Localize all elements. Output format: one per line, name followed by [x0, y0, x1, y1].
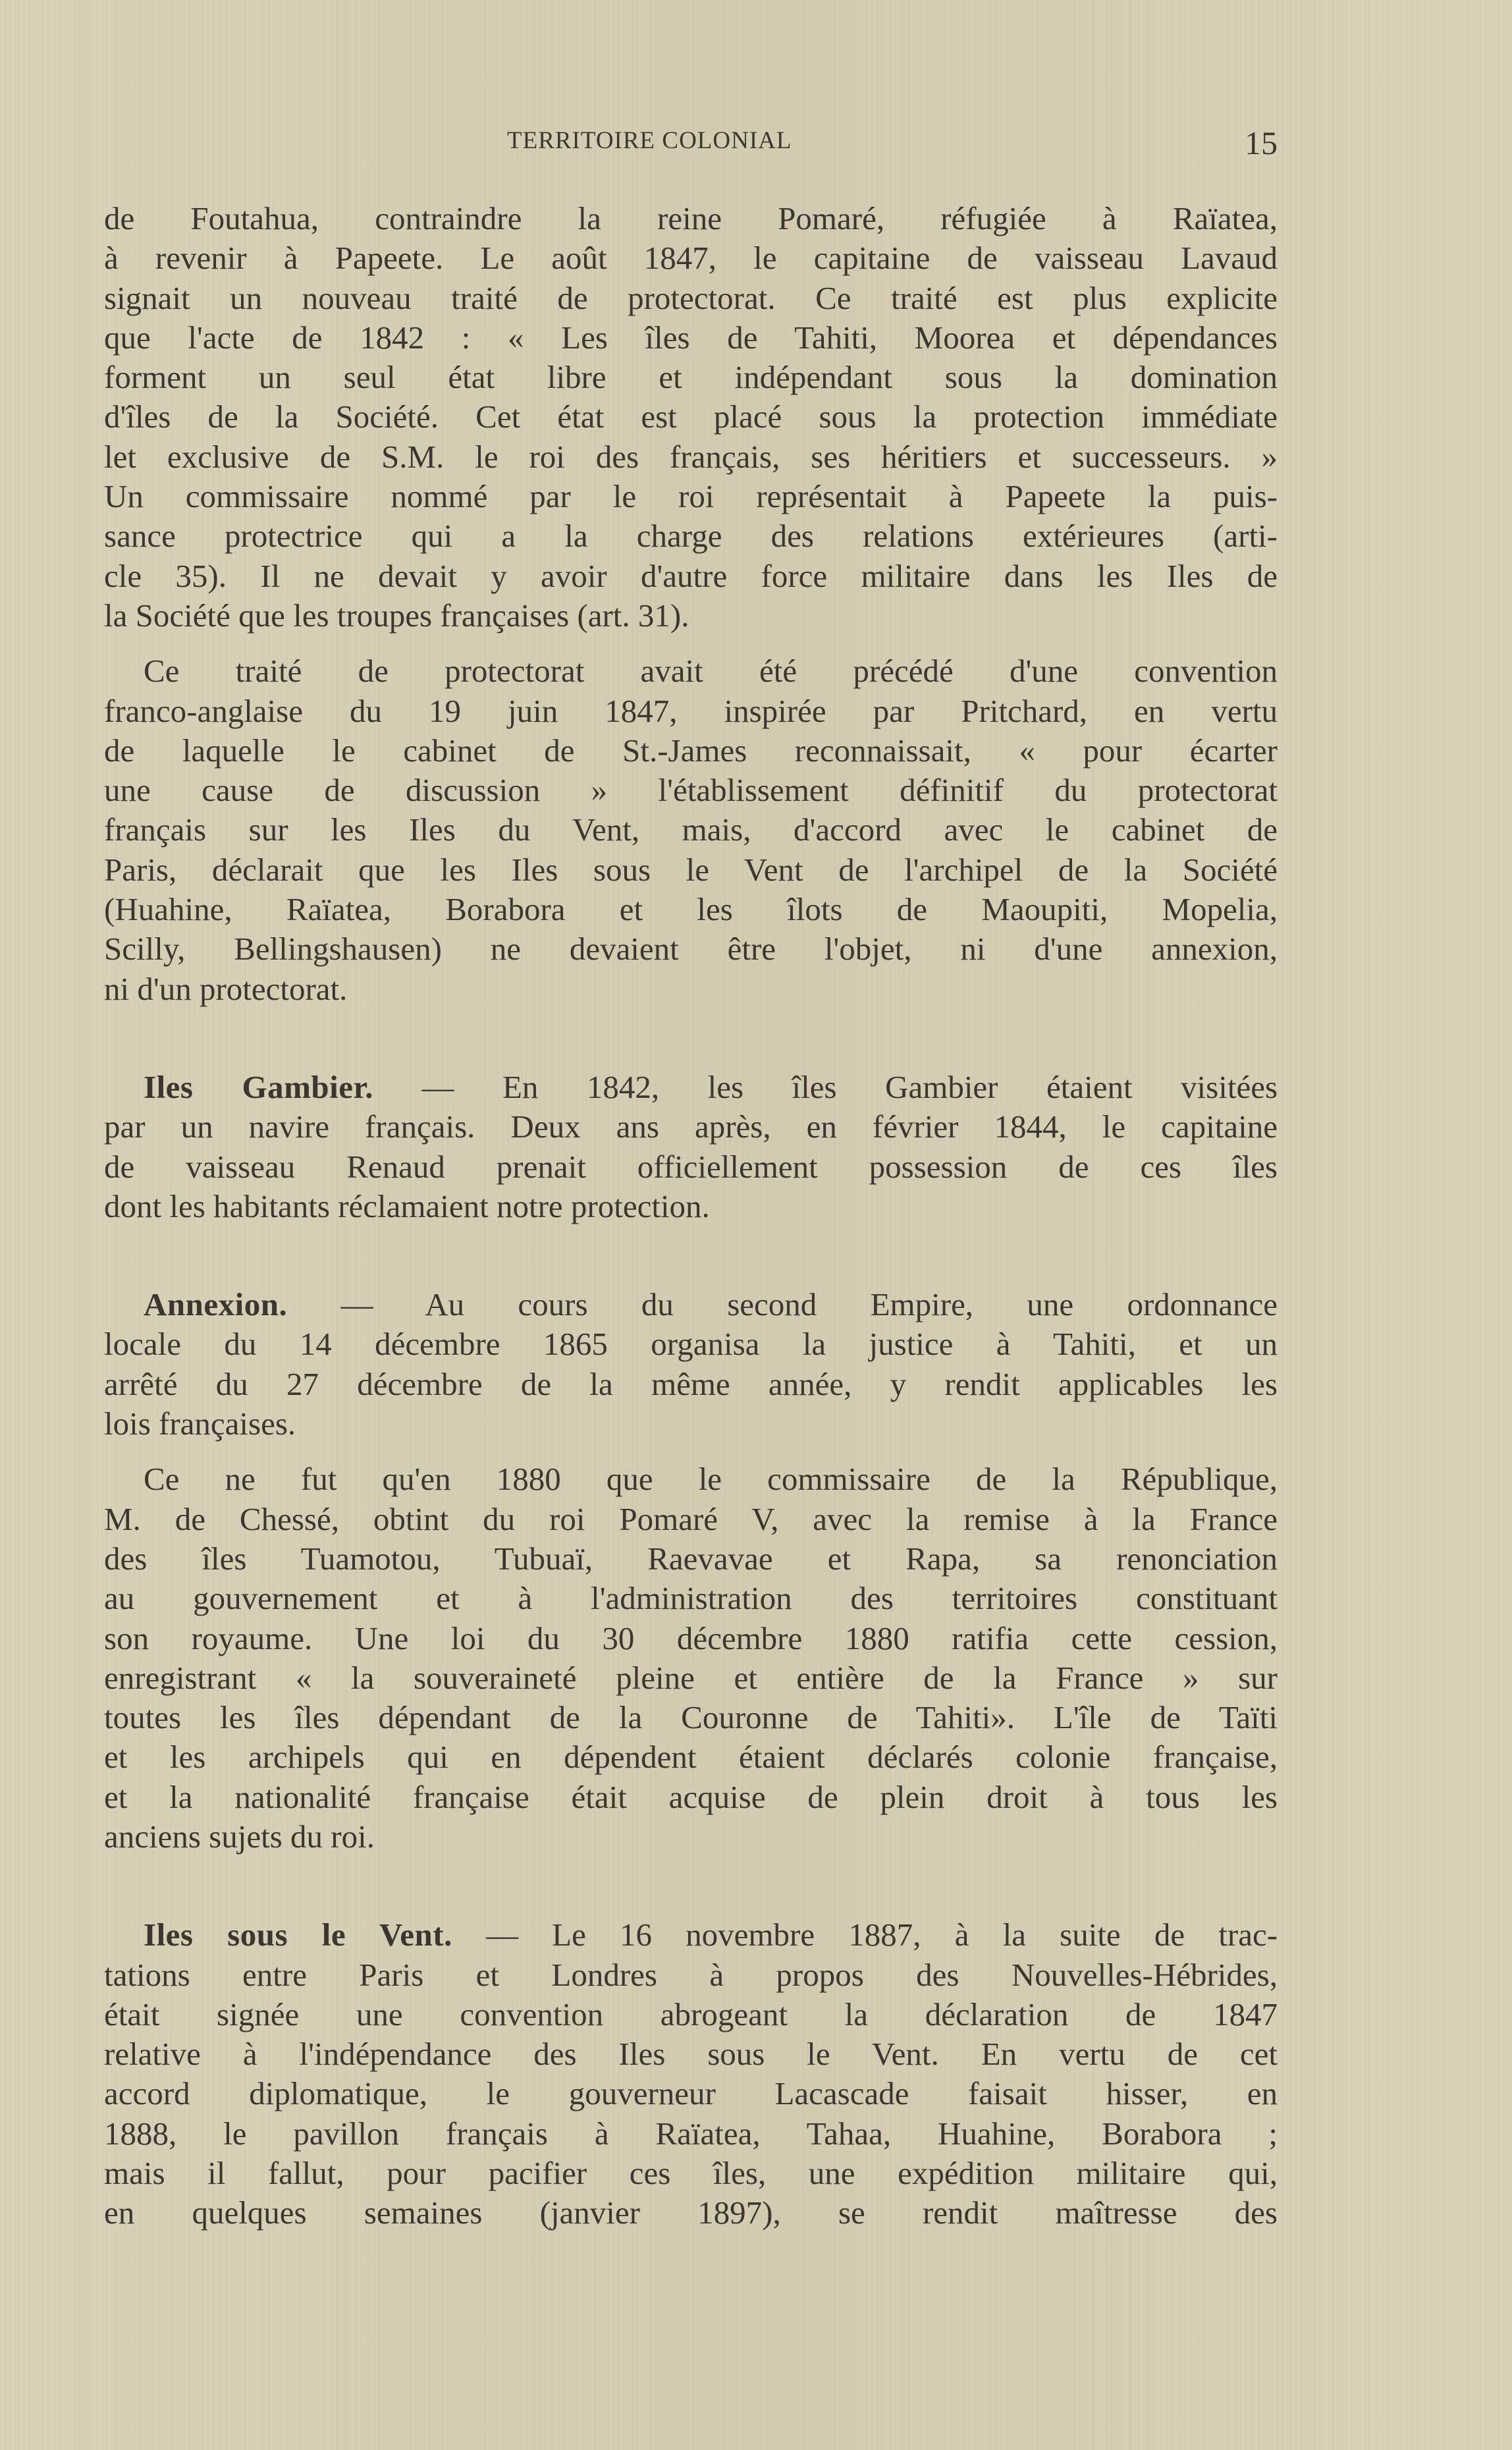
text-line: Paris, déclarait que les Iles sous le Vent de l'archipel de la Société — [104, 851, 1278, 888]
text-run: En 1842, les îles Gambier étaient visitées — [502, 1068, 1278, 1105]
text-line: la Société que les troupes françaises (art. 31). — [104, 597, 689, 634]
text-line: Scilly, Bellingshausen) ne devaient être l'objet, ni d'une annexion, — [104, 931, 1278, 967]
text-line: 1888, le pavillon français à Raïatea, Tahaa, Huahine, Borabora ; — [104, 2115, 1278, 2152]
text-line: lois françaises. — [104, 1405, 296, 1442]
text-line: mais il fallut, pour pacifier ces îles, une expédition militaire qui, — [104, 2155, 1278, 2192]
text-line: (Huahine, Raïatea, Borabora et les îlots de Maoupiti, Mopelia, — [104, 891, 1278, 928]
text-line: M. de Chessé, obtint du roi Pomaré V, avec la remise à la France — [104, 1500, 1278, 1537]
em-dash: — — [486, 1917, 518, 1953]
em-dash: — — [340, 1286, 373, 1323]
section-annexion — [104, 1285, 1278, 1444]
text-line: de Foutahua, contraindre la reine Pomaré, réfugiée à Raïatea, — [104, 200, 1278, 236]
section-spacer — [104, 1857, 1278, 1915]
paragraph-cession-1880 — [104, 1459, 1278, 1857]
text-run: Le 16 novembre 1887, à la suite de trac- — [552, 1917, 1278, 1953]
text-line: forment un seul état libre et indépendant sous la domination — [104, 359, 1278, 396]
section-iles-sous-le-vent — [104, 1915, 1278, 2233]
running-title: TERRITOIRE COLONIAL — [507, 127, 792, 154]
text-line: franco-anglaise du 19 juin 1847, inspirée par Pritchard, en vertu — [104, 692, 1278, 729]
text-line: d'îles de la Société. Cet état est placé sous la protection immédiate — [104, 398, 1278, 435]
text-line: et les archipels qui en dépendent étaient déclarés colonie française, — [104, 1739, 1278, 1776]
page-number: 15 — [1245, 124, 1278, 161]
running-head — [104, 126, 1278, 166]
section-heading: Iles sous le Vent. — [144, 1917, 452, 1953]
text-line: tations entre Paris et Londres à propos des Nouvelles-Hébrides, — [104, 1956, 1278, 1993]
text-line — [104, 1068, 1278, 1107]
paragraph-spacer — [104, 636, 1278, 651]
text-line: arrêté du 27 décembre de la même année, y rendit applicables les — [104, 1365, 1278, 1402]
text-line: anciens sujets du roi. — [104, 1818, 375, 1855]
text-line: enregistrant « la souveraineté pleine et entière de la France » sur — [104, 1659, 1278, 1696]
text-line: Ce traité de protectorat avait été précédé d'une convention — [144, 653, 1278, 690]
text-line: cle 35). Il ne devait y avoir d'autre force militaire dans les Iles de — [104, 557, 1278, 594]
text-line: relative à l'indépendance des Iles sous le Vent. En vertu de cet — [104, 2036, 1278, 2073]
text-line: sance protectrice qui a la charge des relations extérieures (arti- — [104, 518, 1278, 555]
text-line: à revenir à Papeete. Le août 1847, le capitaine de vaisseau Lavaud — [104, 240, 1278, 277]
text-line: par un navire français. Deux ans après, en février 1844, le capitaine — [104, 1108, 1278, 1145]
section-spacer — [104, 1226, 1278, 1285]
paragraph-protectorat-1847 — [104, 199, 1278, 636]
text-line: en quelques semaines (janvier 1897), se rendit maîtresse des — [104, 2194, 1278, 2231]
text-line: des îles Tuamotou, Tubuaï, Raevavae et Rapa, sa renonciation — [104, 1540, 1278, 1577]
text-line: locale du 14 décembre 1865 organisa la justice à Tahiti, et un — [104, 1326, 1278, 1363]
text-line: toutes les îles dépendant de la Couronne de Tahiti». L'île de Taïti — [104, 1699, 1278, 1736]
text-line: de vaisseau Renaud prenait officiellement possession de ces îles — [104, 1148, 1278, 1185]
em-dash: — — [421, 1068, 454, 1105]
text-line: ni d'un protectorat. — [104, 970, 348, 1007]
text-line — [104, 1915, 1278, 1955]
paragraph-spacer — [104, 1444, 1278, 1459]
text-line: français sur les Iles du Vent, mais, d'accord avec le cabinet de — [104, 811, 1278, 848]
text-line: Un commissaire nommé par le roi représentait à Papeete la puis- — [104, 478, 1278, 515]
text-line: Ce ne fut qu'en 1880 que le commissaire de la République, — [144, 1461, 1278, 1498]
text-line: let exclusive de S.M. le roi des français, ses héritiers et successeurs. » — [104, 438, 1278, 475]
text-line: au gouvernement et à l'administration des territoires constituant — [104, 1580, 1278, 1617]
text-line: et la nationalité française était acquise de plein droit à tous les — [104, 1778, 1278, 1815]
paragraph-convention-franco-anglaise — [104, 651, 1278, 1009]
body-text — [104, 199, 1278, 2233]
section-iles-gambier — [104, 1068, 1278, 1226]
text-line: de laquelle le cabinet de St.-James reconnaissait, « pour écarter — [104, 732, 1278, 769]
text-line: dont les habitants réclamaient notre protection. — [104, 1187, 710, 1224]
text-line: que l'acte de 1842 : « Les îles de Tahiti, Moorea et dépendances — [104, 319, 1278, 356]
section-spacer — [104, 1009, 1278, 1068]
section-heading: Iles Gambier. — [144, 1068, 374, 1105]
text-line: signait un nouveau traité de protectorat. Ce traité est plus explicite — [104, 279, 1278, 316]
text-line: était signée une convention abrogeant la déclaration de 1847 — [104, 1996, 1278, 2032]
text-line — [104, 1285, 1278, 1324]
text-line: une cause de discussion » l'établissement définitif du protectorat — [104, 772, 1278, 809]
section-heading: Annexion. — [144, 1286, 288, 1323]
text-line: accord diplomatique, le gouverneur Lacascade faisait hisser, en — [104, 2075, 1278, 2112]
text-run: Au cours du second Empire, une ordonnance — [425, 1286, 1278, 1323]
text-line: son royaume. Une loi du 30 décembre 1880 ratifia cette cession, — [104, 1620, 1278, 1656]
